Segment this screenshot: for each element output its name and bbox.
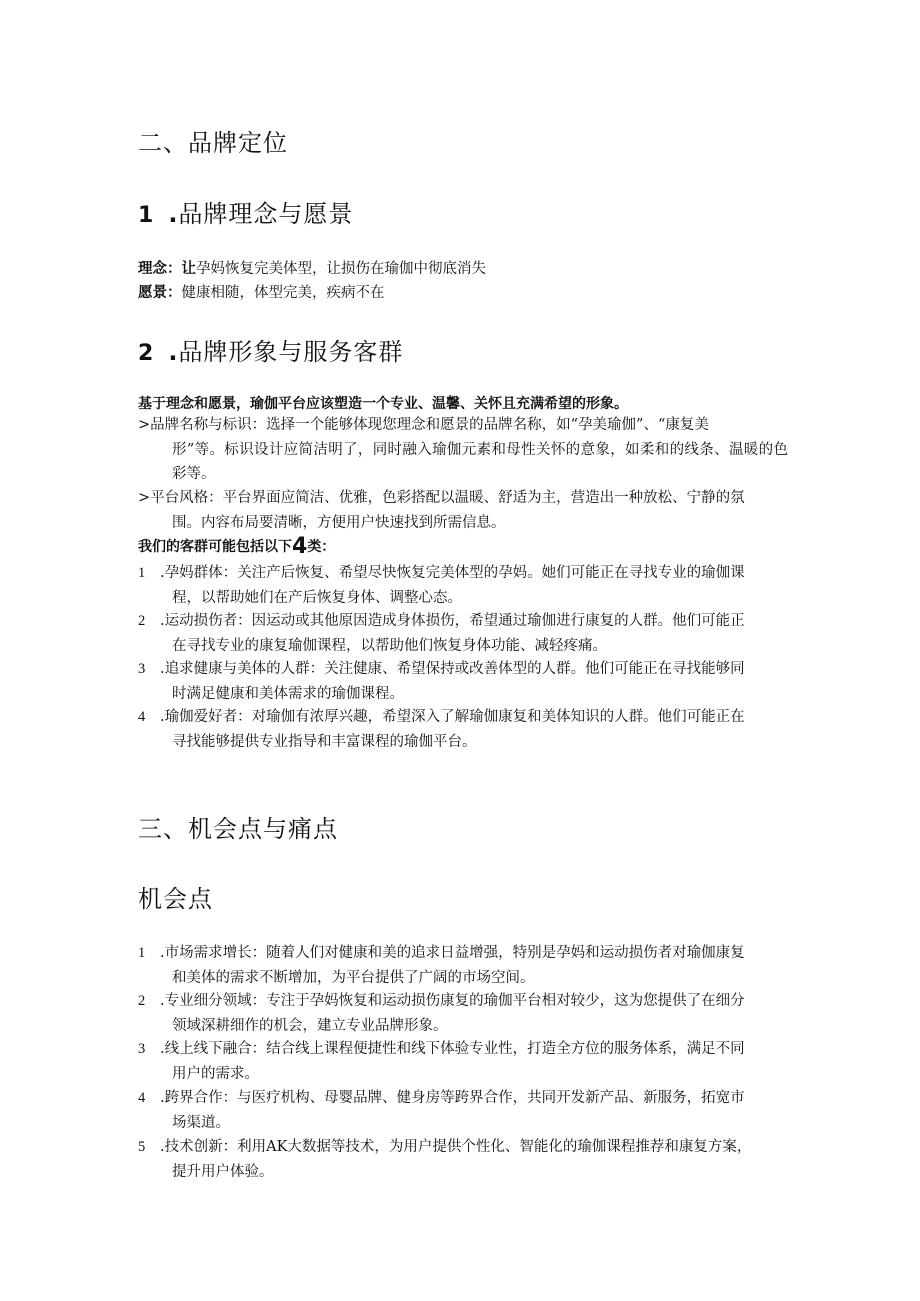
list-item: [138, 657, 788, 706]
list-item-text: .跨界合作：与医疗机构、母婴品牌、健身房等跨界合作，共同开发新产品、新服务，拓宽市: [160, 1090, 745, 1106]
subsection-number: 1: [138, 203, 155, 228]
concept-lead: 让: [181, 261, 196, 277]
groups-intro-pre: 我们的客群可能包括以下: [138, 539, 292, 555]
list-item-text: .专业细分领域：专注于孕妈恢复和运动损伤康复的瑜伽平台相对较少，这为您提供了在细分: [160, 993, 745, 1009]
list-item: [138, 561, 788, 610]
list-item-number: 4: [138, 709, 146, 725]
groups-intro-post: 类：: [307, 539, 336, 555]
bullet-brand-name-logo: [138, 413, 788, 487]
list-item-continuation: 领域深耕细作的机会，建立专业品牌形象。: [172, 1017, 448, 1034]
vision-line: [138, 281, 385, 302]
list-item: [138, 1086, 788, 1135]
section-title-opportunities-pain-points: 三、机会点与痛点: [138, 815, 338, 843]
list-item: [138, 1135, 788, 1184]
subsection-number: 2: [138, 341, 155, 366]
list-item-continuation: 用户的需求。: [172, 1065, 259, 1082]
bullet-continuation: 围。内容布局要清晰，方便用户快速找到所需信息。: [172, 514, 506, 531]
subsection-title-concept-vision: 1 .品牌理念与愿景: [138, 200, 354, 228]
list-item-continuation: 程，以帮助她们在产后恢复身体、调整心态。: [172, 589, 462, 606]
list-item-continuation: 提升用户体验。: [172, 1163, 274, 1180]
brand-image-lead: 基于理念和愿景，瑜伽平台应该塑造一个专业、温馨、关怀且充满希望的形象。: [138, 396, 628, 412]
list-item-number: 2: [138, 613, 146, 629]
list-item: [138, 1037, 788, 1086]
subsection-title-text: 品牌形象与服务客群: [178, 338, 404, 366]
concept-line: [138, 257, 486, 278]
audience-groups-intro: [138, 534, 335, 559]
concept-text: 孕妈恢复完美体型，让损伤在瑜伽中彻底消失: [196, 261, 486, 277]
list-item-text: .运动损伤者：因运动或其他原因造成身体损伤，希望通过瑜伽进行康复的人群。他们可能正: [160, 613, 745, 629]
concept-label: 理念：: [138, 261, 182, 277]
list-item-continuation: 和美体的需求不断增加，为平台提供了广阔的市场空间。: [172, 969, 535, 986]
list-item: [138, 989, 788, 1038]
list-item-number: 1: [138, 945, 146, 961]
list-item-text: .线上线下融合：结合线上课程便捷性和线下体验专业性，打造全方位的服务体系，满足不同: [160, 1041, 745, 1057]
bullet-first-line: >品牌名称与标识：选择一个能够体现您理念和愿景的品牌名称，如“孕美瑜伽”、“康复美: [138, 417, 709, 433]
bullet-platform-style: [138, 486, 788, 535]
list-item-number: 5: [138, 1139, 146, 1155]
subsection-title-opportunities: 机会点: [138, 885, 213, 913]
list-item-text: .追求健康与美体的人群：关注健康、希望保持或改善体型的人群。他们可能正在寻找能够同: [160, 661, 745, 677]
list-item-number: 3: [138, 661, 146, 677]
subsection-title-image-audience: 2 .品牌形象与服务客群: [138, 338, 404, 366]
list-item-text: .孕妈群体：关注产后恢复、希望尽快恢复完美体型的孕妈。她们可能正在寻找专业的瑜伽课: [160, 565, 745, 581]
list-item-continuation: 时满足健康和美体需求的瑜伽课程。: [172, 685, 404, 702]
list-item-continuation: 场渠道。: [172, 1114, 230, 1131]
subsection-title-text: 品牌理念与愿景: [178, 200, 354, 228]
list-item-number: 3: [138, 1041, 146, 1057]
list-item-text: .技术创新：利用AK大数据等技术，为用户提供个性化、智能化的瑜伽课程推荐和康复方案，: [160, 1139, 752, 1155]
section-title-brand-positioning: 二、品牌定位: [138, 129, 288, 157]
list-item-number: 4: [138, 1090, 146, 1106]
list-item: [138, 705, 788, 754]
list-item: [138, 941, 788, 990]
vision-label: 愿景：: [138, 285, 182, 301]
list-item-text: .瑜伽爱好者：对瑜伽有浓厚兴趣，希望深入了解瑜伽康复和美体知识的人群。他们可能正在: [160, 709, 745, 725]
list-item-text: .市场需求增长：随着人们对健康和美的追求日益增强，特别是孕妈和运动损伤者对瑜伽康复: [160, 945, 745, 961]
list-item-number: 1: [138, 565, 146, 581]
list-item: [138, 609, 788, 658]
bullet-continuation: 形”等。标识设计应简洁明了，同时融入瑜伽元素和母性关怀的意象，如柔和的线条、温暖的色彩等。: [172, 441, 788, 482]
list-item-number: 2: [138, 993, 146, 1009]
list-item-continuation: 在寻找专业的康复瑜伽课程，以帮助他们恢复身体功能、减轻疼痛。: [172, 637, 607, 654]
groups-count: 4: [292, 534, 308, 559]
vision-text: 健康相随，体型完美，疾病不在: [181, 285, 385, 301]
bullet-first-line: >平台风格：平台界面应简洁、优雅，色彩搭配以温暖、舒适为主，营造出一种放松、宁静的氛: [138, 490, 745, 506]
list-item-continuation: 寻找能够提供专业指导和丰富课程的瑜伽平台。: [172, 733, 477, 750]
